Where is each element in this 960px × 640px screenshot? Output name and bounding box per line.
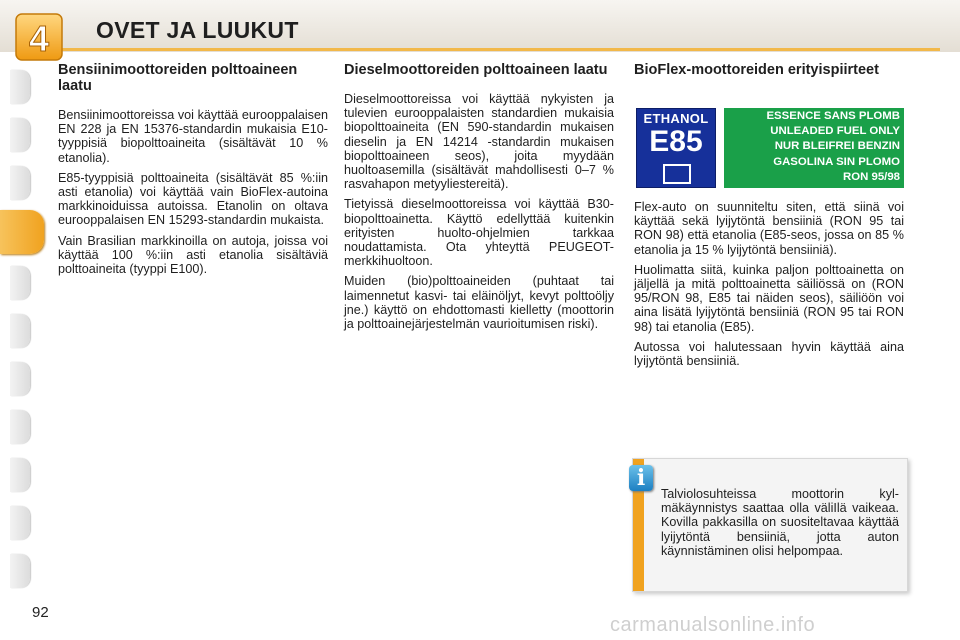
manual-book-icon: [663, 164, 691, 184]
bioflex-paragraph-1: Flex-auto on suunniteltu siten, että siinä voi käyttää sekä lyijytöntä bensiiniä (RON 95 tai RON 98) että etanolia (E85-seos, jossa on 85 % etanolia ja 15 % lyijytöntä bensiiniä).: [634, 200, 904, 257]
unleaded-line-1: ESSENCE SANS PLOMB: [766, 110, 900, 122]
unleaded-line-5: RON 95/98: [843, 170, 900, 183]
diesel-paragraph-3: Muiden (bio)polttoaineiden (puhtaat tai laimennetut kasvi- tai eläinöljyt, kevyt polttoöljy jne.) käyttö on ehdottomasti kielletty (moottorin ja polttoainejärjestelmän vaurioitumisen riski).: [344, 274, 614, 332]
fuel-labels: [636, 108, 904, 188]
chapter-tab-11[interactable]: [10, 554, 30, 588]
chapter-title: OVET JA LUUKUT: [96, 17, 299, 43]
chapter-badge: [14, 12, 66, 64]
diesel-fuel-section: [344, 62, 614, 337]
chapter-tab-5[interactable]: [10, 266, 30, 300]
chapter-tab-7[interactable]: [10, 362, 30, 396]
bioflex-heading: BioFlex-moottoreiden erityispiirteet: [634, 62, 879, 78]
diesel-paragraph-1: Dieselmoottoreissa voi käyttää nykyisten ja tulevien eurooppalaisten standardien mukaisia biopolttoaineita (EN 590-standardin mukaisen dieselin ja EN 14214 -standardin mukaisen biopolttoaineen seos), joita myydään huoltoasemilla (sisältävät mahdollisesti 0–7 % rasvahapon metyyliestereitä).: [344, 92, 614, 192]
chapter-number: 4: [28, 18, 50, 59]
ethanol-label-text: ETHANOL: [643, 111, 709, 126]
bioflex-section: [634, 62, 904, 92]
unleaded-line-4: GASOLINA SIN PLOMO: [773, 155, 900, 168]
bioflex-body: [634, 200, 904, 374]
chapter-tab-10[interactable]: [10, 506, 30, 540]
watermark: carmanualsonline.info: [610, 614, 816, 636]
unleaded-fuel-label: [724, 108, 904, 188]
chapter-tab-2[interactable]: [10, 118, 30, 152]
chapter-tab-3[interactable]: [10, 166, 30, 200]
diesel-heading: Dieselmoottoreiden polttoaineen laatu: [344, 62, 608, 78]
ethanol-e85-label: [636, 108, 716, 188]
diesel-paragraph-2: Tietyissä dieselmoottoreissa voi käyttää B30-biopolttoainetta. Käyttö edellyttää kuitenkin erityisten huolto-ohjelmien tarkkaa noudattamista. Ota yhteyttä PEUGEOT-merkkihuoltoon.: [344, 197, 614, 269]
petrol-paragraph-3: Vain Brasilian markkinoilla on autoja, joissa voi käyttää 100 %:iin asti etanolia sisältäviä polttoaineita (tyyppi E100).: [58, 233, 328, 277]
chapter-tab-1[interactable]: [10, 70, 30, 104]
e85-label-text: E85: [649, 125, 703, 158]
petrol-paragraph-2: E85-tyyppisiä polttoaineita (sisältävät 85 %:iin asti etanolia) voi käyttää vain BioFlex-autoina markkinoiduissa autoissa. Etanolin on oltava eurooppalaisen EN 15293-standardin mukaista.: [58, 170, 328, 228]
petrol-heading: Bensiinimoottoreiden polttoaineen laatu: [58, 62, 298, 94]
info-icon: i: [629, 465, 653, 491]
petrol-paragraph-1: Bensiinimoottoreissa voi käyttää eurooppalaisen EN 228 ja EN 15376-standardin mukaisia E10-tyyppisiä biopolttoaineita (sisältävät 10 % etanolia).: [58, 108, 328, 165]
chapter-tab-6[interactable]: [10, 314, 30, 348]
header-rule: [60, 48, 940, 51]
bioflex-paragraph-3: Autossa voi halutessaan hyvin käyttää aina lyijytöntä bensiiniä.: [634, 339, 904, 369]
chapter-tab-4-active[interactable]: [0, 210, 44, 254]
bioflex-paragraph-2: Huolimatta siitä, kuinka paljon polttoainetta on jäljellä ja mitä polttoainetta säiliössä on (RON 95/RON 98, E85 tai näiden seos), säiliöön voi aina lisätä lyijytöntä bensiiniä (RON 95 tai RON 98) tai etanolia (E85).: [634, 262, 904, 334]
unleaded-line-2: UNLEADED FUEL ONLY: [770, 125, 900, 138]
info-text: Talviolosuhteissa moottorin kylmäkäynnistys saattaa olla väliIlä vaikeaa. Kovilla pakkasilla on suositeltavaa käyttää lyijytöntä bensiiniä, jotta auton käynnistäminen olisi helpompaa.: [661, 487, 899, 558]
chapter-tab-9[interactable]: [10, 458, 30, 492]
petrol-fuel-section: [58, 62, 328, 282]
chapter-tabs: [0, 60, 44, 580]
unleaded-line-3: NUR BLEIFREI BENZIN: [774, 140, 900, 153]
page-number: 92: [32, 604, 49, 621]
chapter-tab-8[interactable]: [10, 410, 30, 444]
info-box: [632, 458, 908, 592]
